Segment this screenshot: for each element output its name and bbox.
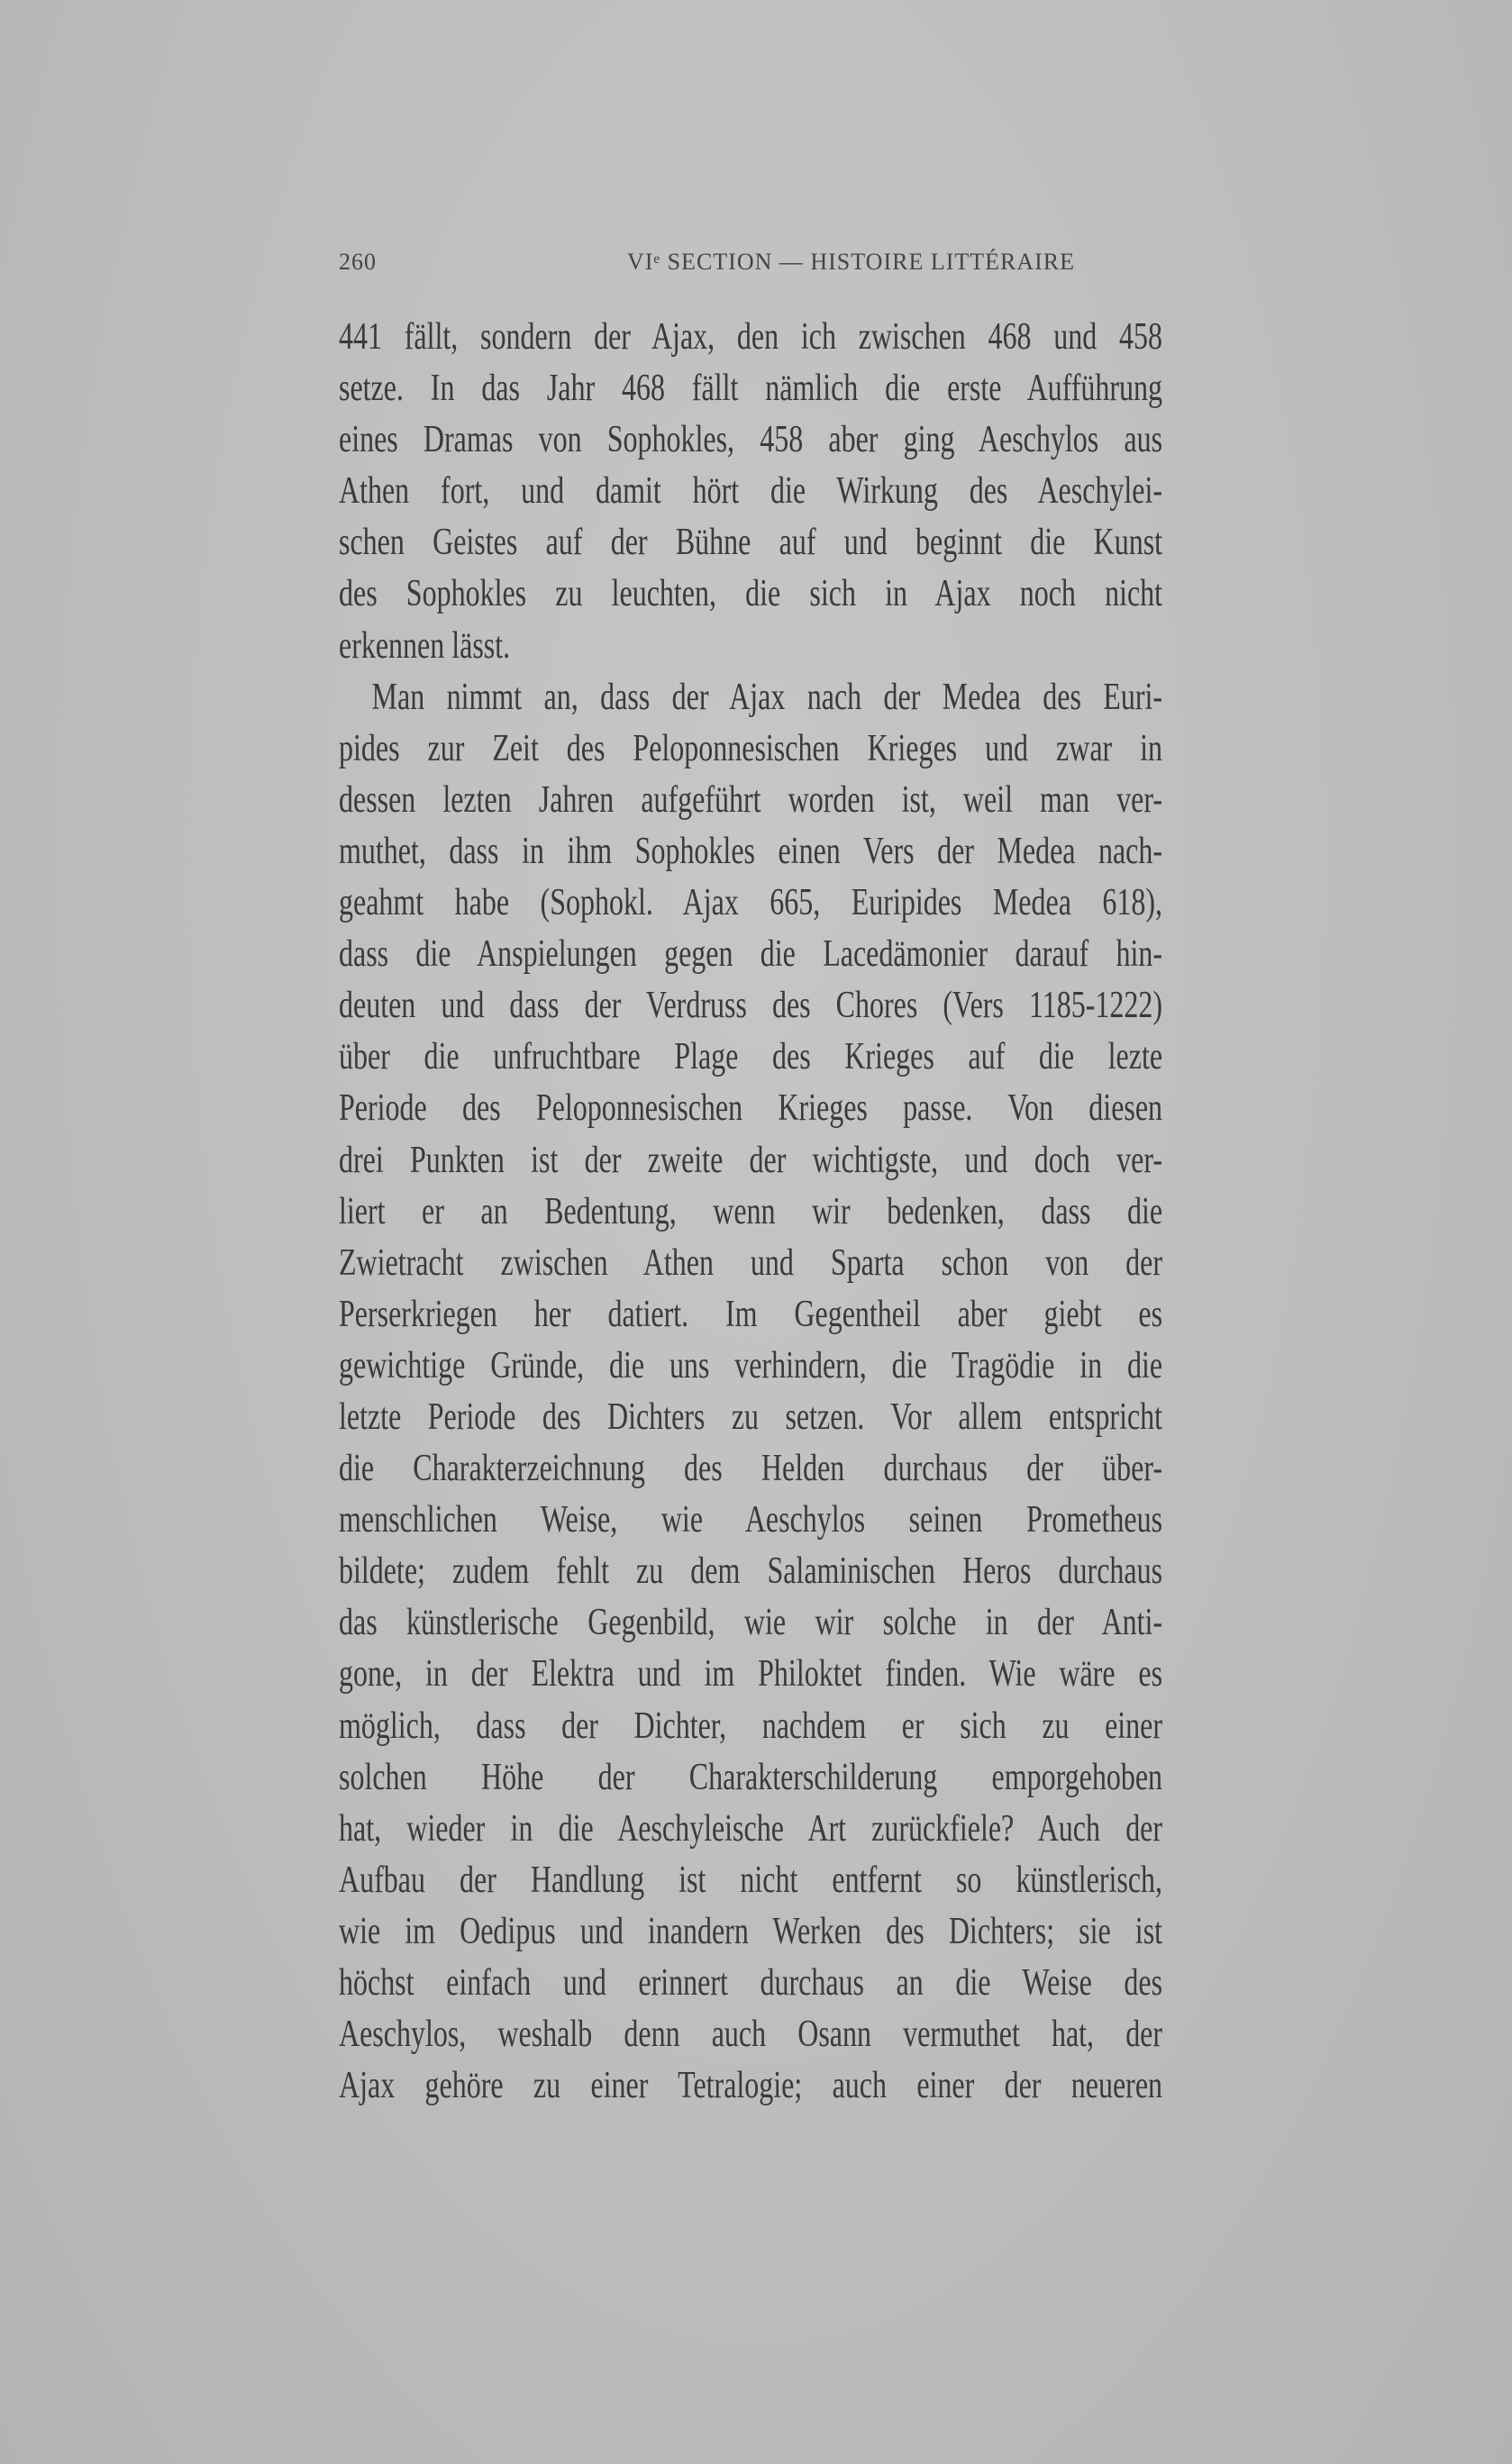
text-line: 441 fällt, sondern der Ajax, den ich zwischen 468 und 458 — [339, 316, 1163, 358]
running-head — [339, 249, 1159, 285]
text-line: wie im Oedipus und inandern Werken des Dichters; sie ist — [339, 1910, 1163, 1952]
text-line: Aeschylos, weshalb denn auch Osann vermuthet hat, der — [339, 2014, 1163, 2056]
text-line: das künstlerische Gegenbild, wie wir solche in der Anti- — [339, 1602, 1163, 1644]
text-line: Perserkriegen her datiert. Im Gegentheil aber giebt es — [339, 1293, 1163, 1335]
text-line: menschlichen Weise, wie Aeschylos seinen Prometheus — [339, 1499, 1163, 1541]
paragraph-first-line: Man nimmt an, dass der Ajax nach der Medea des Euri- — [371, 676, 1163, 718]
text-line: hat, wieder in die Aeschyleische Art zurückfiele? Auch der — [339, 1807, 1163, 1850]
text-line: liert er an Bedentung, wenn wir bedenken, dass die — [339, 1190, 1163, 1232]
text-line: gone, in der Elektra und im Philoktet finden. Wie wäre es — [339, 1653, 1163, 1696]
text-line: schen Geistes auf der Bühne auf und beginnt die Kunst — [339, 522, 1163, 564]
section-title: VIᵉ SECTION — HISTOIRE LITTÉRAIRE — [627, 249, 1076, 275]
text-line: setze. In das Jahr 468 fällt nämlich die erste Aufführung — [339, 368, 1163, 410]
text-line: höchst einfach und erinnert durchaus an die Weise des — [339, 1962, 1163, 2004]
text-line: Athen fort, und damit hört die Wirkung des Aeschylei- — [339, 470, 1163, 513]
text-line: des Sophokles zu leuchten, die sich in Ajax noch nicht — [339, 573, 1163, 615]
page-number: 260 — [339, 249, 377, 275]
text-line: muthet, dass in ihm Sophokles einen Vers der Medea nach- — [339, 830, 1163, 872]
text-line: letzte Periode des Dichters zu setzen. Vor allem entspricht — [339, 1396, 1163, 1438]
text-line: dessen lezten Jahren aufgeführt worden ist, weil man ver- — [339, 778, 1163, 821]
text-line: Periode des Peloponnesischen Krieges passe. Von diesen — [339, 1087, 1163, 1130]
text-line: über die unfruchtbare Plage des Krieges auf die lezte — [339, 1036, 1163, 1078]
text-line: dass die Anspielungen gegen die Lacedämonier darauf hin- — [339, 933, 1163, 976]
text-line: Aufbau der Handlung ist nicht entfernt so künstlerisch, — [339, 1859, 1163, 1901]
text-line: erkennen lässt. — [339, 624, 511, 667]
text-line: geahmt habe (Sophokl. Ajax 665, Euripides Medea 618), — [339, 882, 1163, 924]
text-line: deuten und dass der Verdruss des Chores (Vers 1185-1222) — [339, 985, 1163, 1027]
text-line: eines Dramas von Sophokles, 458 aber ging Aeschylos aus — [339, 419, 1163, 461]
text-line: bildete; zudem fehlt zu dem Salaminischen Heros durchaus — [339, 1550, 1163, 1593]
text-line: gewichtige Gründe, die uns verhindern, die Tragödie in die — [339, 1344, 1163, 1387]
text-line: pides zur Zeit des Peloponnesischen Krieges und zwar in — [339, 727, 1163, 769]
text-line: möglich, dass der Dichter, nachdem er sich zu einer — [339, 1705, 1163, 1747]
body-text — [339, 312, 1420, 2112]
text-line: Zwietracht zwischen Athen und Sparta schon von der — [339, 1241, 1163, 1284]
text-line: Ajax gehöre zu einer Tetralogie; auch einer der neueren — [339, 2065, 1163, 2107]
text-line: drei Punkten ist der zweite der wichtigste, und doch ver- — [339, 1139, 1163, 1181]
text-line: solchen Höhe der Charakterschilderung emporgehoben — [339, 1756, 1163, 1798]
text-line: die Charakterzeichnung des Helden durchaus der über- — [339, 1448, 1163, 1490]
